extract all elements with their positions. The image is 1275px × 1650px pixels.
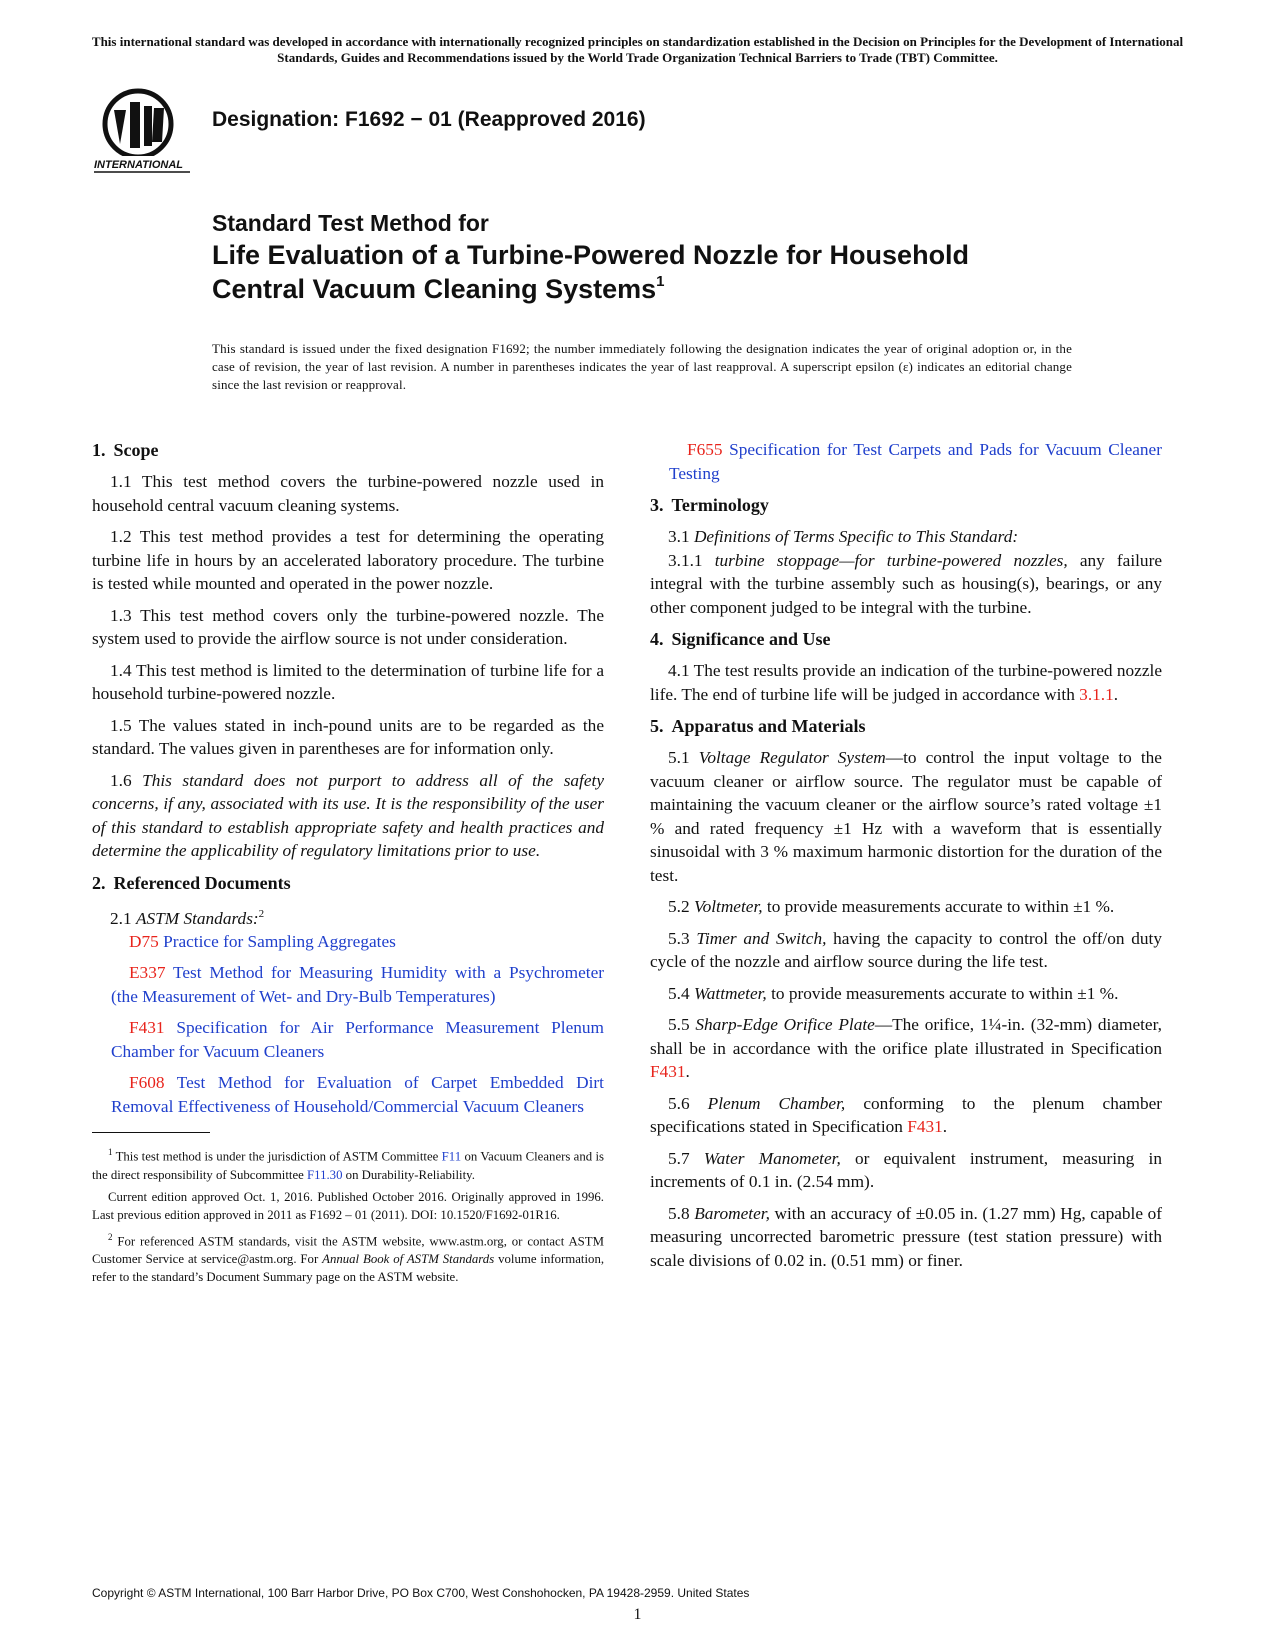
title-footnote-mark[interactable]: 1 xyxy=(656,273,665,290)
specification-link[interactable]: F431 xyxy=(650,1062,686,1081)
paragraph-5-2: 5.2 Voltmeter, to provide measurements accurate to within ±1 %. xyxy=(668,897,1115,916)
title-line-3: Central Vacuum Cleaning Systems$^1$ xyxy=(212,273,665,304)
issued-statement: This standard is issued under the fixed designation F1692; the number immediately following the designation indicates the year of original adoption or, in the case of revision, the year of last revision. A number in parentheses indicates the year of last reapproval. A superscript epsilon (ε) indicates an editorial change since the last revision or reapproval. xyxy=(212,341,1072,392)
paragraph-5-3: 5.3 Timer and Switch, having the capacity to control the off/on duty cycle of the nozzle and airflow source during the life test. xyxy=(650,928,1162,971)
paragraph-1-1: 1.1 This test method covers the turbine-powered nozzle used in household central vacuum cleaning systems. xyxy=(92,472,604,515)
paragraph-4-1: 4.1 The test results provide an indication of the turbine-powered nozzle life. The end of turbine life will be judged in accordance with 3.1.1. xyxy=(650,661,1162,704)
document-title xyxy=(212,208,1112,306)
footnote-divider xyxy=(92,1132,210,1133)
svg-text:INTERNATIONAL: INTERNATIONAL xyxy=(94,159,184,171)
paragraph-1-5: 1.5 The values stated in inch-pound units are to be regarded as the standard. The values given in parentheses are for information only. xyxy=(92,715,604,758)
section-3-1-1-link[interactable]: 3.1.1 xyxy=(1079,684,1114,704)
page-number: 1 xyxy=(633,1606,642,1623)
paragraph-5-5: 5.5 Sharp-Edge Orifice Plate—The orifice, 1¼-in. (32-mm) diameter, shall be in accordance with the orifice plate illustrated in Specification F431. xyxy=(650,1015,1162,1081)
committee-f11-link[interactable]: F11 xyxy=(441,1149,462,1164)
reference-f431[interactable]: F431 Specification for Air Performance Measurement Plenum Chamber for Vacuum Cleaners xyxy=(111,1018,604,1061)
paragraph-2-1: 2.1 ASTM Standards:$^2$ xyxy=(110,907,265,928)
section-2-heading: 2. Referenced Documents xyxy=(92,872,291,893)
left-column xyxy=(92,438,604,1290)
title-line-2: Life Evaluation of a Turbine-Powered Nozzle for Household xyxy=(212,240,970,270)
section-1-heading: 1. Scope xyxy=(92,440,159,460)
astm-logo xyxy=(92,86,200,178)
designation: Designation: F1692 − 01 (Reapproved 2016) xyxy=(212,108,646,131)
section-5-heading: 5. Apparatus and Materials xyxy=(650,716,866,736)
footnote-2: $^2$ For referenced ASTM standards, visit the ASTM website, www.astm.org, or contact ASTM Customer Service at service@astm.org. For Annual Book of ASTM Standards volume information, refer to the standard’s Document Summary page on the ASTM website. xyxy=(92,1231,605,1284)
paragraph-3-1-1: 3.1.1 turbine stoppage—for turbine-powered nozzles, any failure integral with the turbine assembly such as housing(s), bearings, or any other component judged to be integral with the turbine. xyxy=(650,550,1162,617)
subcommittee-f11-30-link[interactable]: F11.30 xyxy=(307,1167,343,1182)
section-3-heading: 3. Terminology xyxy=(650,495,769,515)
paragraph-1-4: 1.4 This test method is limited to the determination of turbine life for a household turbine-powered nozzle. xyxy=(92,660,604,703)
reference-f655[interactable]: F655 Specification for Test Carpets and Pads for Vacuum Cleaner Testing xyxy=(669,440,1162,483)
paragraph-1-6: 1.6 This standard does not purport to address all of the safety concerns, if any, associated with its use. It is the responsibility of the user of this standard to establish appropriate safety and health practices and determine the applicability of regulatory limitations prior to use. xyxy=(92,770,604,860)
paragraph-5-1: 5.1 Voltage Regulator System—to control the input voltage to the vacuum cleaner or airflow source. The regulator must be capable of maintaining the vacuum cleaner or the airflow source’s rated voltage ±1 % and rated frequency ±1 Hz with a waveform that is essentially sinusoidal with 3 % maximum harmonic distortion for the duration of the test. xyxy=(650,748,1162,885)
footnote-1-edition: Current edition approved Oct. 1, 2016. Published October 2016. Originally approved in 1996. Last previous edition approved in 2011 as F1692 – 01 (2011). DOI: 10.1520/F1692-01R16. xyxy=(92,1189,604,1222)
copyright-notice: Copyright © ASTM International, 100 Barr Harbor Drive, PO Box C700, West Conshohocken, PA 19428-2959. United States xyxy=(92,1586,750,1600)
reference-list-continued xyxy=(650,438,1162,485)
reference-e337[interactable]: E337 Test Method for Measuring Humidity with a Psychrometer (the Measurement of Wet- and Dry-Bulb Temperatures) xyxy=(111,963,604,1006)
title-line-1: Standard Test Method for xyxy=(212,210,489,236)
paragraph-1-3: 1.3 This test method covers only the turbine-powered nozzle. The system used to provide the airflow source is not under consideration. xyxy=(92,605,604,648)
reference-list xyxy=(92,930,604,1119)
tbt-notice: This international standard was developed in accordance with internationally recognized principles on standardization established in the Decision on Principles for the Development of International Standards, Guides and Recommendations issued by the World Trade Organization Technical Barriers to Trade (TBT) Committee. xyxy=(91,34,1184,65)
section-4-heading: 4. Significance and Use xyxy=(650,629,831,649)
apparatus-list xyxy=(650,746,1162,1272)
paragraph-5-7: 5.7 Water Manometer, or equivalent instrument, measuring in increments of 0.1 in. (2.54 mm). xyxy=(650,1148,1162,1191)
reference-f608[interactable]: F608 Test Method for Evaluation of Carpet Embedded Dirt Removal Effectiveness of Household/Commercial Vacuum Cleaners xyxy=(111,1073,604,1116)
astm-logo-icon xyxy=(92,86,200,178)
paragraph-5-8: 5.8 Barometer, with an accuracy of ±0.05 in. (1.27 mm) Hg, capable of measuring uncorrected barometric pressure (test station pressure) with scale divisions of 0.02 in. (0.51 mm) or finer. xyxy=(650,1203,1163,1270)
specification-link[interactable]: F431 xyxy=(907,1117,943,1136)
paragraph-5-6: 5.6 Plenum Chamber, conforming to the plenum chamber specifications stated in Specification F431. xyxy=(650,1093,1163,1136)
footnotes xyxy=(92,1143,604,1286)
reference-d75[interactable]: D75 Practice for Sampling Aggregates xyxy=(129,931,396,951)
right-column xyxy=(650,438,1162,1280)
paragraph-3-1: 3.1 Definitions of Terms Specific to This Standard: xyxy=(668,527,1019,546)
footnote-1: $^1$ This test method is under the jurisdiction of ASTM Committee F11 on Vacuum Cleaners and is the direct responsibility of Subcommittee F11.30 on Durability-Reliability. xyxy=(92,1147,605,1182)
paragraph-1-2: 1.2 This test method provides a test for determining the operating turbine life in hours by an accelerated laboratory procedure. The turbine is tested while mounted and operated in the power nozzle. xyxy=(92,527,604,593)
paragraph-5-4: 5.4 Wattmeter, to provide measurements accurate to within ±1 %. xyxy=(668,983,1119,1003)
